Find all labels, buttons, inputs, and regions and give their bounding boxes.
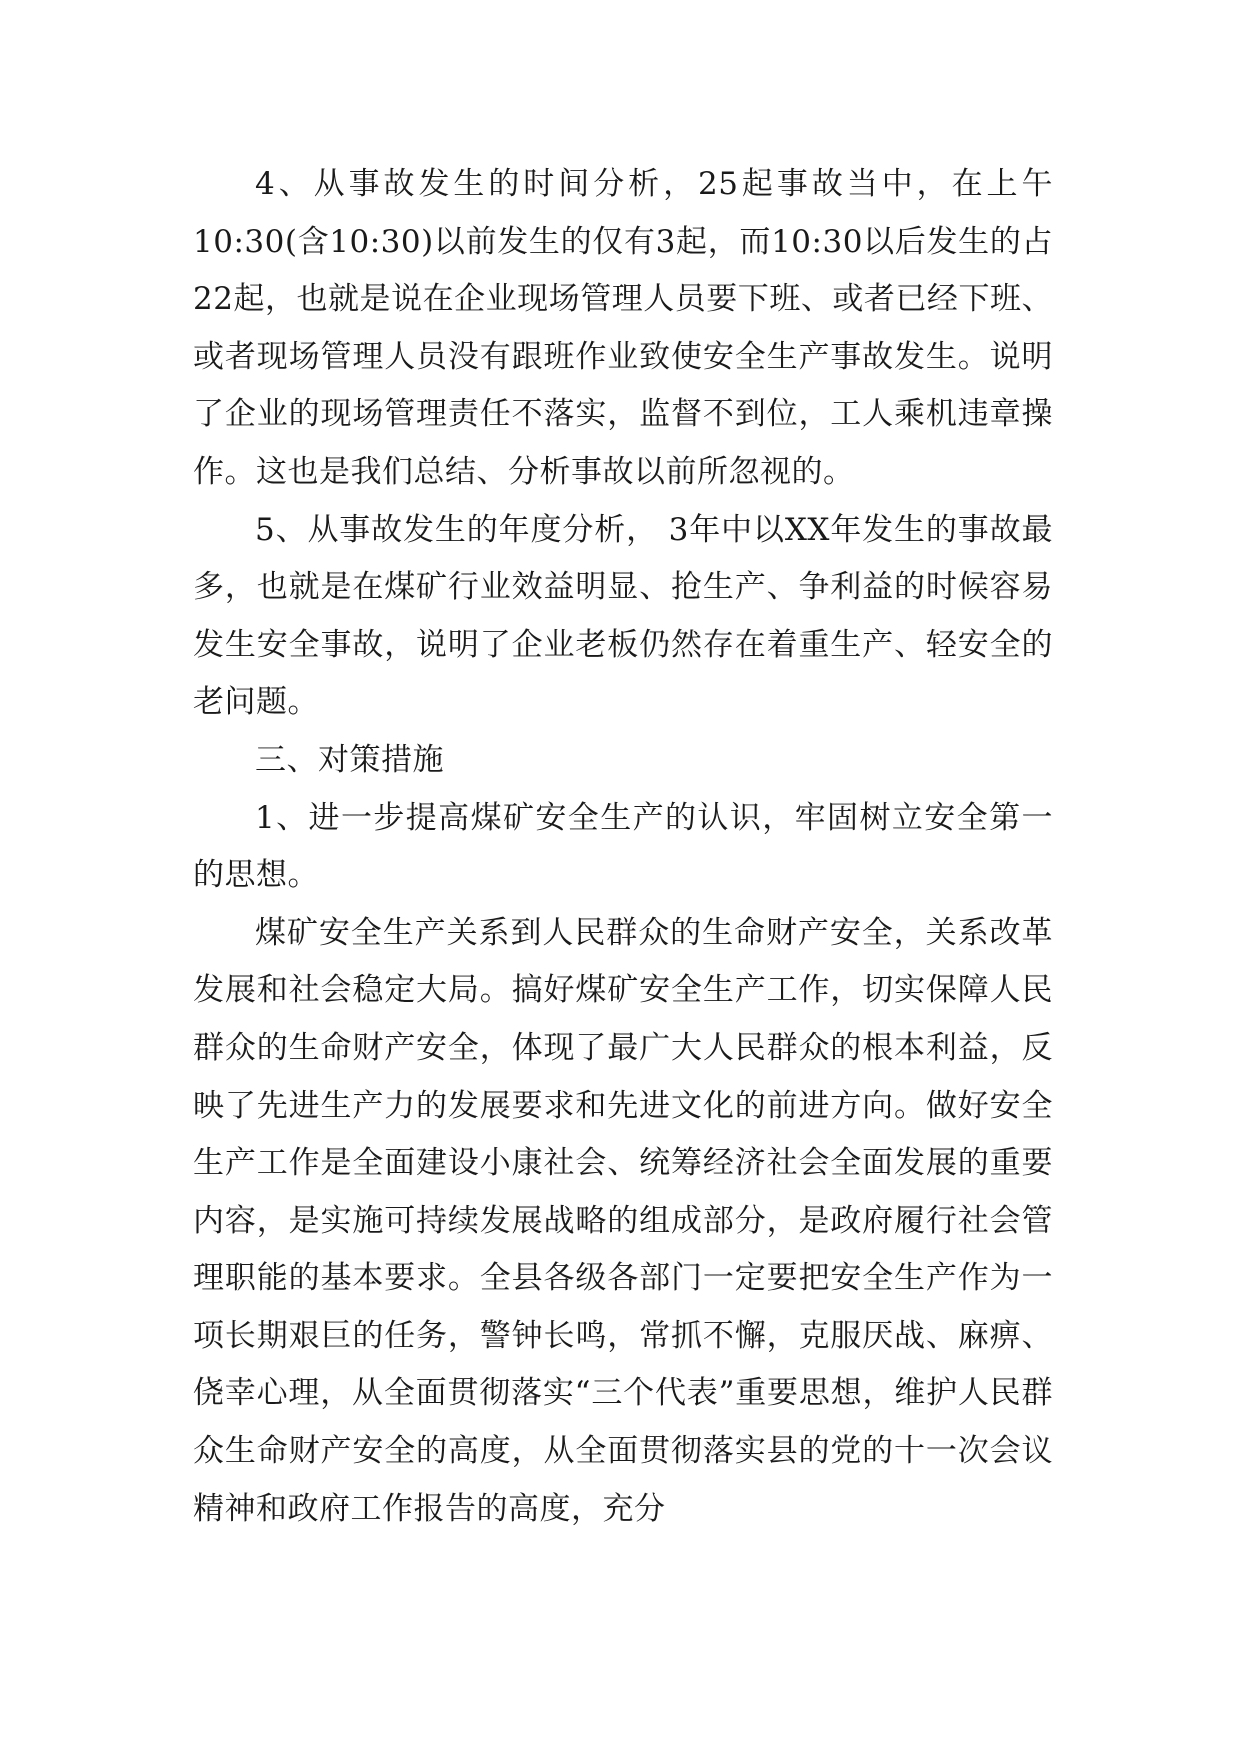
paragraph-year-analysis: 5、从事故发生的年度分析， 3年中以XX年发生的事故最多，也就是在煤矿行业效益明显、抢生产、争利益的时候容易发生安全事故，说明了企业老板仍然存在着重生产、轻安全的老问题。	[193, 511, 1053, 721]
paragraph-time-analysis: 4、从事故发生的时间分析，25起事故当中，在上午10:30(含10:30)以前发生的仅有3起，而10:30以后发生的占22起，也就是说在企业现场管理人员要下班、或者已经下班、或者现场管理人员没有跟班作业致使安全生产事故发生。说明了企业的现场管理责任不落实，监督不到位，工人乘机违章操作。这也是我们总结、分析事故以前所忽视的。	[193, 166, 1053, 490]
document-body	[193, 156, 1053, 1538]
paragraph-safety-importance: 煤矿安全生产关系到人民群众的生命财产安全，关系改革发展和社会稳定大局。搞好煤矿安全生产工作，切实保障人民群众的生命财产安全，体现了最广大人民群众的根本利益，反映了先进生产力的发展要求和先进文化的前进方向。做好安全生产工作是全面建设小康社会、统筹经济社会全面发展的重要内容，是实施可持续发展战略的组成部分，是政府履行社会管理职能的基本要求。全县各级各部门一定要把安全生产作为一项长期艰巨的任务，警钟长鸣，常抓不懈，克服厌战、麻痹、侥幸心理，从全面贯彻落实“三个代表”重要思想，维护人民群众生命财产安全的高度，从全面贯彻落实县的党的十一次会议精神和政府工作报告的高度，充分	[193, 914, 1053, 1527]
paragraph-measure-1: 1、进一步提高煤矿安全生产的认识，牢固树立安全第一的思想。	[193, 799, 1053, 894]
section-heading-countermeasures: 三、对策措施	[255, 741, 444, 778]
